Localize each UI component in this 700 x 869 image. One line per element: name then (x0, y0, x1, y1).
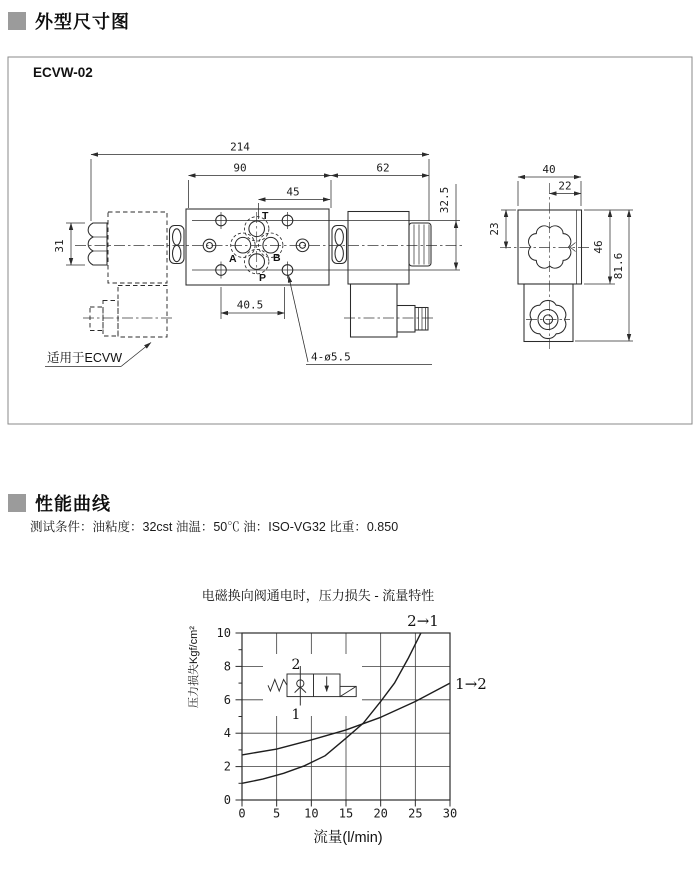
model-label: ECVW-02 (33, 65, 93, 80)
dim-side-40: 40 (542, 163, 556, 176)
series-1to2-label: 1→2 (455, 675, 487, 693)
center-lines (75, 183, 592, 349)
section-title: 性能曲线 (35, 494, 111, 514)
dim-side-46: 46 (592, 240, 605, 254)
hole-note: 4-ø5.5 (311, 350, 351, 364)
dim-40-5: 40.5 (236, 298, 264, 312)
y-tick-label: 10 (216, 626, 231, 640)
valve-port-1-label: 1 (291, 707, 301, 723)
y-tick-label: 6 (223, 692, 231, 707)
x-tick-label: 10 (304, 806, 319, 821)
dim-body: 90 (233, 161, 247, 175)
performance-chart (186, 588, 487, 846)
y-axis-label: 压力损失Kgf/cm² (188, 626, 200, 708)
dimensions (45, 141, 633, 367)
dim-solenoid: 62 (376, 161, 390, 175)
dim-side-81-6: 81.6 (612, 252, 625, 280)
valve-symbol (263, 654, 362, 723)
section-title: 外型尺寸图 (35, 12, 130, 32)
port-b-label: B (273, 252, 281, 264)
dim-32-5: 32.5 (438, 186, 451, 214)
dim-side-22: 22 (558, 179, 572, 193)
x-axis-label: 流量(l/min) (313, 830, 383, 846)
port-a-label: A (229, 253, 237, 265)
y-tick-label: 2 (223, 759, 231, 774)
test-conditions-text: 测试条件：油粘度：32cst 油温：50℃ 油：ISO-VG32 比重：0.850 (30, 520, 399, 534)
chart-title: 电磁换向阀通电时，压力损失 - 流量特性 (201, 588, 435, 603)
ports (229, 210, 283, 284)
x-tick-label: 25 (408, 806, 423, 821)
y-tick-label: 4 (223, 726, 231, 741)
x-tick-label: 5 (273, 806, 281, 821)
x-tick-label: 30 (442, 806, 458, 821)
y-tick-label: 8 (223, 659, 231, 674)
y-tick-label: 0 (223, 793, 231, 807)
applicable-note: 适用于ECVW (47, 351, 123, 365)
dim-side-23: 23 (488, 222, 501, 236)
drawing-frame (8, 57, 692, 424)
valve-port-2-label: 2 (291, 657, 301, 673)
port-p-label: P (259, 272, 267, 284)
dim-overall: 214 (230, 140, 250, 154)
x-tick-label: 20 (373, 806, 388, 821)
dim-31: 31 (53, 239, 66, 253)
port-t-label: T (262, 210, 269, 222)
dim-45: 45 (286, 185, 300, 199)
series-2to1-label: 2→1 (407, 612, 439, 630)
x-tick-label: 15 (338, 806, 354, 821)
x-tick-label: 0 (238, 806, 246, 821)
